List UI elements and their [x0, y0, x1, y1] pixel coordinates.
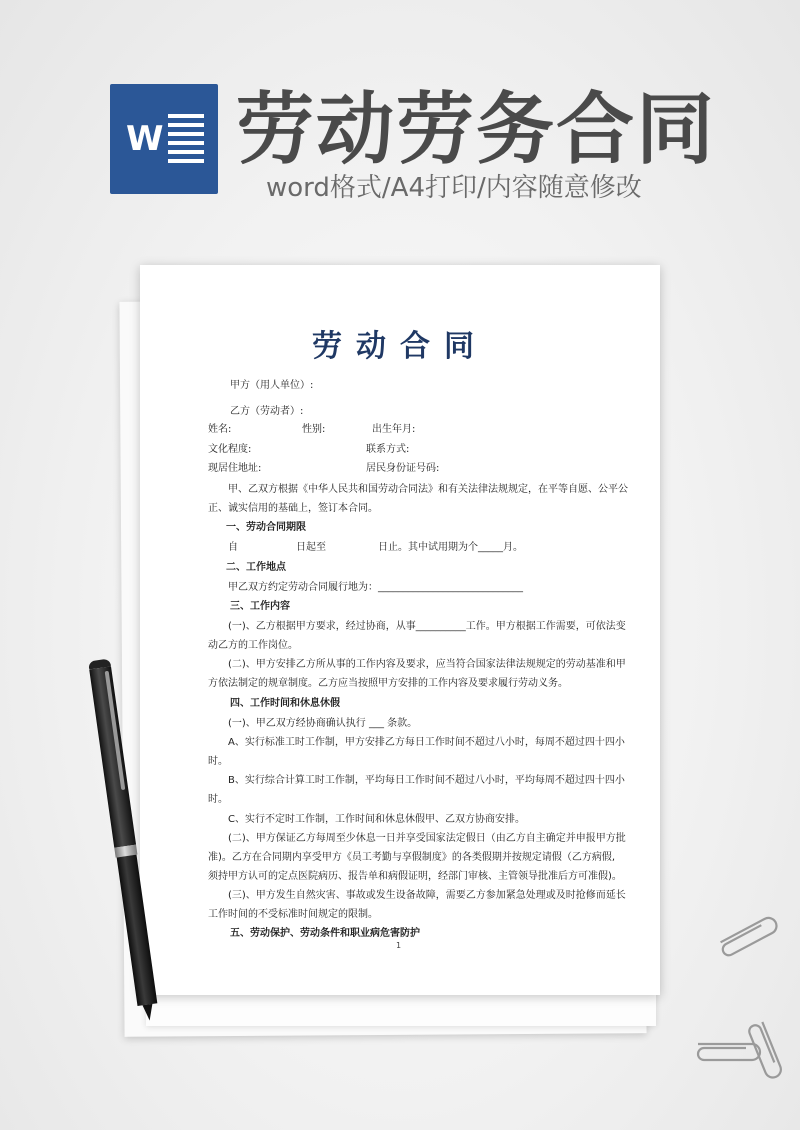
logo-lines [168, 114, 204, 168]
doc-line: (二)、甲方安排乙方所从事的工作内容及要求，应当符合国家法律法规规定的劳动基准和甲 [228, 659, 626, 670]
doc-line: 性别: [302, 424, 326, 435]
paperclip-icon [700, 900, 790, 970]
document-title: 劳动合同 [312, 329, 488, 364]
doc-line: 姓名: [208, 424, 232, 435]
doc-line: 居民身份证号码: [366, 463, 440, 474]
doc-line: (二)、甲方保证乙方每周至少休息一日并享受国家法定假日（由乙方自主确定并申报甲方批 [228, 833, 626, 844]
doc-line: (一)、乙方根据甲方要求，经过协商，从事__________工作。甲方根据工作需要，可依法变 [228, 621, 626, 632]
doc-line: 日止。其中试用期为个_____月。 [378, 542, 523, 553]
logo-letter: W [126, 119, 164, 159]
doc-line: (三)、甲方发生自然灾害、事故或发生设备故障，需要乙方参加紧急处理或及时抢修而延长 [228, 890, 626, 901]
doc-line: 日起至 [296, 542, 326, 553]
doc-line: C、实行不定时工作制，工作时间和休息休假甲、乙双方协商安排。 [228, 814, 525, 825]
doc-line: 甲方（用人单位）: [230, 380, 314, 391]
doc-line: 时。 [208, 756, 228, 767]
doc-line: B、实行综合计算工时工作制，平均每日工作时间不超过八小时，平均每周不超过四十四小 [228, 775, 625, 786]
doc-line: 出生年月: [372, 424, 416, 435]
doc-line: 方依法制定的规章制度。乙方应当按照甲方安排的工作内容及要求履行劳动义务。 [208, 678, 568, 689]
doc-line: (一)、甲乙双方经协商确认执行 ___ 条款。 [228, 718, 418, 729]
doc-line: 工作时间的不受标准时间规定的限制。 [208, 909, 378, 920]
paperclip-icon [740, 1010, 790, 1090]
doc-line: 动乙方的工作岗位。 [208, 640, 298, 651]
doc-line: 联系方式: [366, 444, 410, 455]
doc-heading: 三、工作内容 [230, 601, 290, 612]
header-subtitle: word格式/A4打印/内容随意修改 [266, 173, 642, 203]
doc-line: 自 [228, 542, 238, 553]
page-number: 1 [396, 941, 402, 950]
doc-heading: 一、劳动合同期限 [226, 522, 306, 533]
doc-line: 须持甲方认可的定点医院病历、报告单和病假证明，经部门审核、主管领导批准后方可准假)。 [208, 871, 622, 882]
doc-line: 时。 [208, 794, 228, 805]
header-title: 劳动劳务合同 [236, 85, 717, 175]
doc-line: 正、诚实信用的基础上，签订本合同。 [208, 503, 378, 514]
doc-line: 甲乙双方约定劳动合同履行地为：_____________________________ [228, 582, 523, 593]
doc-line: 乙方（劳动者）: [230, 406, 304, 417]
word-logo-icon [110, 84, 218, 194]
doc-heading: 二、工作地点 [226, 562, 286, 573]
doc-line: 文化程度: [208, 444, 252, 455]
document-page [140, 265, 660, 995]
doc-line: 准)。乙方在合同期内享受甲方《员工考勤与享假制度》的各类假期并按规定请假（乙方病假, [208, 852, 616, 863]
doc-heading: 五、劳动保护、劳动条件和职业病危害防护 [230, 928, 420, 939]
doc-line: A、实行标准工时工作制，甲方安排乙方每日工作时间不超过八小时，每周不超过四十四小 [228, 737, 625, 748]
doc-line: 甲、乙双方根据《中华人民共和国劳动合同法》和有关法律法规规定，在平等自愿、公平公 [228, 484, 628, 495]
doc-heading: 四、工作时间和休息休假 [230, 698, 340, 709]
doc-line: 现居住地址: [208, 463, 262, 474]
